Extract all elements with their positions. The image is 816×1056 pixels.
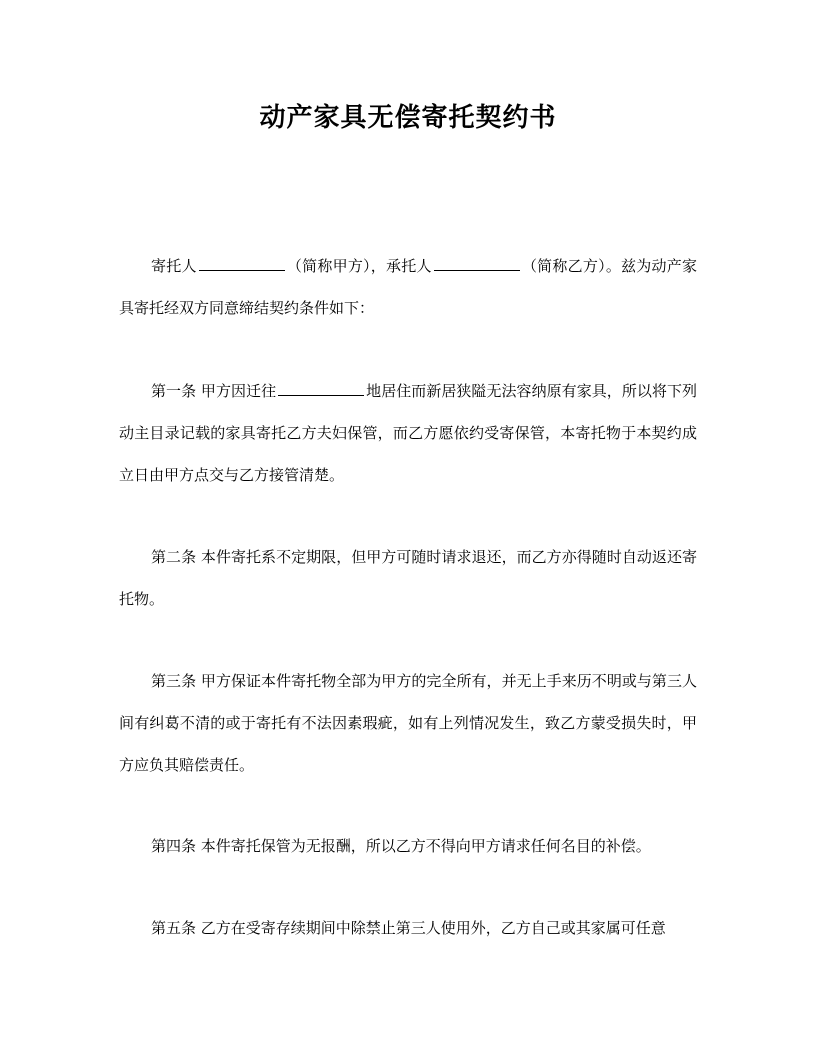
paragraph-article-2: 第二条 本件寄托系不定期限，但甲方可随时请求退还，而乙方亦得随时自动返还寄托物。 [119, 548, 697, 608]
paragraph-text: 地居住而新居狭隘无法容纳原有家具，所以将下列动主目录记载的家具寄托乙方夫妇保管，而乙方愿依约受寄保管，本寄托物于本契约成立日由甲方点交与乙方接管清楚。 [119, 382, 697, 484]
paragraph-text: （简称甲方），承托人 [286, 257, 432, 275]
document-title: 动产家具无偿寄托契约书 [259, 103, 557, 133]
paragraph-article-1 [119, 370, 697, 496]
paragraph-article-4: 第四条 本件寄托保管为无报酬，所以乙方不得向甲方请求任何名目的补偿。 [151, 837, 651, 855]
blank-line-depositor[interactable] [199, 255, 285, 271]
blank-line-custodian[interactable] [434, 255, 520, 271]
paragraph-text: （简称乙方）。兹为动产家具寄托经双方同意缔结契约条件如下： [119, 257, 697, 317]
blank-line-location[interactable] [278, 380, 364, 396]
paragraph-text: 第一条 甲方因迁往 [151, 382, 277, 400]
paragraph-text: 寄托人 [151, 257, 197, 275]
paragraph-article-5: 第五条 乙方在受寄存续期间中除禁止第三人使用外，乙方自己或其家属可任意 [151, 919, 666, 937]
paragraph-article-3: 第三条 甲方保证本件寄托物全部为甲方的完全所有，并无上手来历不明或与第三人间有纠葛不清的或于寄托有不法因素瑕疵，如有上列情况发生，致乙方蒙受损失时，甲方应负其赔偿责任。 [119, 672, 697, 774]
paragraph-parties [119, 245, 697, 329]
